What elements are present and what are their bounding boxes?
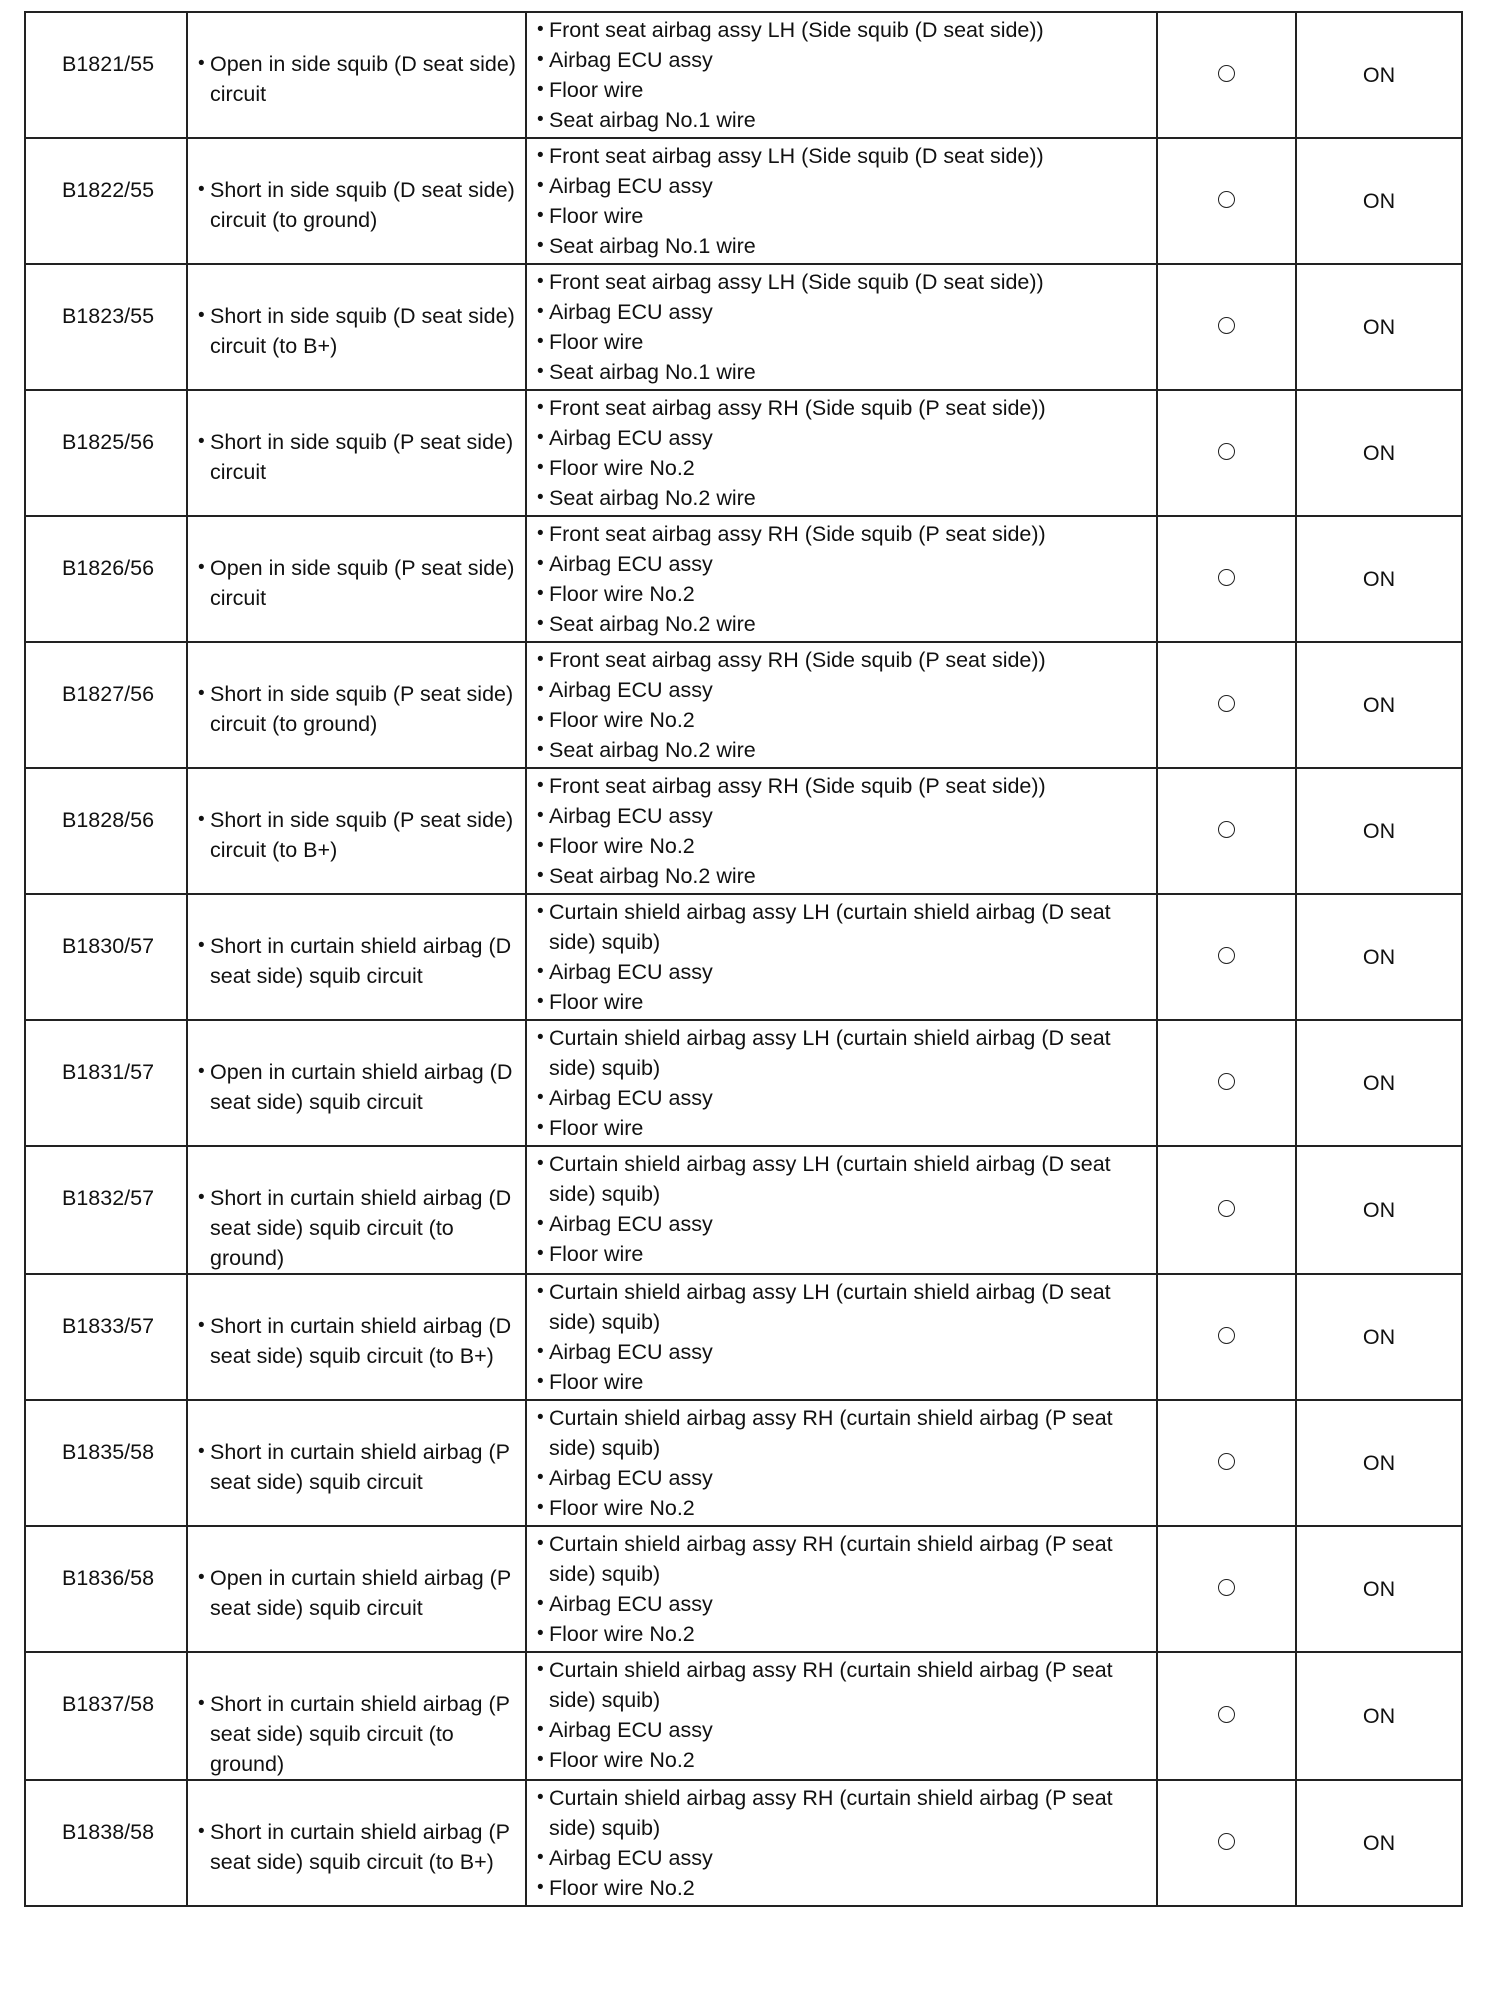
detection-item: • Short in curtain shield airbag (P seat side) squib circuit: [198, 1437, 519, 1497]
table-row: [25, 1146, 1462, 1274]
warning-light-cell: [1296, 138, 1462, 264]
table-row: [25, 516, 1462, 642]
warning-light-status: ON: [1362, 1071, 1396, 1095]
circle-mark-icon: [1218, 1200, 1235, 1217]
table-row: [25, 1526, 1462, 1652]
trouble-area-item: • Floor wire No.2: [537, 1873, 1150, 1903]
warning-light-status: ON: [1362, 1831, 1396, 1855]
dtc-code-cell: [25, 642, 187, 768]
detection-item: • Open in curtain shield airbag (D seat side) squib circuit: [198, 1057, 519, 1117]
dtc-code: B1830/57: [62, 934, 155, 958]
warning-light-cell: [1296, 1526, 1462, 1652]
dtc-code: B1823/55: [62, 304, 155, 328]
dtc-table-body: [25, 12, 1462, 1906]
circle-mark-icon: [1218, 1453, 1235, 1470]
trouble-area-item: • Curtain shield airbag assy LH (curtain shield airbag (D seat side) squib): [537, 1149, 1150, 1209]
trouble-area-item: • Airbag ECU assy: [537, 45, 1150, 75]
warning-light-status: ON: [1362, 315, 1396, 339]
trouble-area-item: • Floor wire No.2: [537, 579, 1150, 609]
dtc-table: [24, 11, 1463, 1907]
trouble-area-cell: [526, 1146, 1157, 1274]
table-row: [25, 1020, 1462, 1146]
trouble-area-item: • Floor wire No.2: [537, 1493, 1150, 1523]
detection-item-cell: [187, 642, 526, 768]
trouble-area-item: • Airbag ECU assy: [537, 675, 1150, 705]
trouble-area-item: • Curtain shield airbag assy LH (curtain shield airbag (D seat side) squib): [537, 1277, 1150, 1337]
trouble-area-item: • Airbag ECU assy: [537, 423, 1150, 453]
dtc-code-cell: [25, 1146, 187, 1274]
trouble-area-item: • Airbag ECU assy: [537, 1715, 1150, 1745]
detection-item: • Short in side squib (P seat side) circuit (to ground): [198, 679, 519, 739]
warning-light-cell: [1296, 1780, 1462, 1906]
warning-light-status: ON: [1362, 189, 1396, 213]
trouble-area-item: • Floor wire: [537, 1367, 1150, 1397]
dtc-code-cell: [25, 1020, 187, 1146]
trouble-area-item: • Floor wire: [537, 987, 1150, 1017]
check-mark-cell: [1157, 390, 1296, 516]
check-mark-cell: [1157, 1400, 1296, 1526]
trouble-area-item: • Curtain shield airbag assy RH (curtain shield airbag (P seat side) squib): [537, 1783, 1150, 1843]
dtc-code: B1827/56: [62, 682, 155, 706]
warning-light-cell: [1296, 516, 1462, 642]
trouble-area-item: • Seat airbag No.2 wire: [537, 861, 1150, 891]
warning-light-status: ON: [1362, 441, 1396, 465]
trouble-area-item: • Airbag ECU assy: [537, 1463, 1150, 1493]
trouble-area-item: • Curtain shield airbag assy RH (curtain shield airbag (P seat side) squib): [537, 1655, 1150, 1715]
dtc-code: B1838/58: [62, 1820, 155, 1844]
trouble-area-item: • Seat airbag No.1 wire: [537, 357, 1150, 387]
dtc-code: B1822/55: [62, 178, 155, 202]
trouble-area-item: • Seat airbag No.2 wire: [537, 735, 1150, 765]
detection-item: • Short in side squib (P seat side) circuit: [198, 427, 519, 487]
trouble-area-item: • Front seat airbag assy RH (Side squib (P seat side)): [537, 771, 1150, 801]
trouble-area-cell: [526, 1780, 1157, 1906]
trouble-area-cell: [526, 1526, 1157, 1652]
check-mark-cell: [1157, 138, 1296, 264]
warning-light-status: ON: [1362, 1451, 1396, 1475]
trouble-area-item: • Airbag ECU assy: [537, 1209, 1150, 1239]
dtc-code: B1835/58: [62, 1440, 155, 1464]
table-row: [25, 1274, 1462, 1400]
check-mark-cell: [1157, 264, 1296, 390]
warning-light-cell: [1296, 390, 1462, 516]
detection-item-cell: [187, 1780, 526, 1906]
circle-mark-icon: [1218, 317, 1235, 334]
trouble-area-item: • Front seat airbag assy RH (Side squib (P seat side)): [537, 393, 1150, 423]
dtc-code: B1828/56: [62, 808, 155, 832]
detection-item: • Open in curtain shield airbag (P seat side) squib circuit: [198, 1563, 519, 1623]
check-mark-cell: [1157, 1274, 1296, 1400]
detection-item-cell: [187, 1146, 526, 1274]
check-mark-cell: [1157, 768, 1296, 894]
detection-item: • Short in curtain shield airbag (D seat side) squib circuit (to B+): [198, 1311, 519, 1371]
dtc-code-cell: [25, 1526, 187, 1652]
trouble-area-item: • Airbag ECU assy: [537, 549, 1150, 579]
warning-light-cell: [1296, 894, 1462, 1020]
table-row: [25, 1652, 1462, 1780]
dtc-code-cell: [25, 894, 187, 1020]
trouble-area-cell: [526, 768, 1157, 894]
dtc-code-cell: [25, 1652, 187, 1780]
trouble-area-cell: [526, 642, 1157, 768]
detection-item: • Short in side squib (P seat side) circuit (to B+): [198, 805, 519, 865]
trouble-area-cell: [526, 264, 1157, 390]
circle-mark-icon: [1218, 569, 1235, 586]
detection-item-cell: [187, 1526, 526, 1652]
circle-mark-icon: [1218, 1073, 1235, 1090]
trouble-area-item: • Airbag ECU assy: [537, 801, 1150, 831]
warning-light-status: ON: [1362, 945, 1396, 969]
circle-mark-icon: [1218, 695, 1235, 712]
check-mark-cell: [1157, 12, 1296, 138]
circle-mark-icon: [1218, 1706, 1235, 1723]
trouble-area-item: • Airbag ECU assy: [537, 1083, 1150, 1113]
circle-mark-icon: [1218, 1833, 1235, 1850]
trouble-area-cell: [526, 516, 1157, 642]
detection-item-cell: [187, 1652, 526, 1780]
trouble-area-item: • Airbag ECU assy: [537, 297, 1150, 327]
trouble-area-item: • Floor wire: [537, 201, 1150, 231]
trouble-area-item: • Floor wire No.2: [537, 453, 1150, 483]
trouble-area-item: • Floor wire: [537, 327, 1150, 357]
detection-item-cell: [187, 516, 526, 642]
warning-light-cell: [1296, 264, 1462, 390]
warning-light-cell: [1296, 768, 1462, 894]
detection-item-cell: [187, 1274, 526, 1400]
trouble-area-item: • Floor wire No.2: [537, 1619, 1150, 1649]
detection-item: • Short in curtain shield airbag (D seat side) squib circuit (to ground): [198, 1183, 519, 1273]
detection-item-cell: [187, 264, 526, 390]
detection-item: • Short in curtain shield airbag (P seat side) squib circuit (to ground): [198, 1689, 519, 1779]
circle-mark-icon: [1218, 1579, 1235, 1596]
check-mark-cell: [1157, 1652, 1296, 1780]
circle-mark-icon: [1218, 1327, 1235, 1344]
dtc-code: B1821/55: [62, 52, 155, 76]
dtc-code: B1825/56: [62, 430, 155, 454]
warning-light-cell: [1296, 1652, 1462, 1780]
detection-item: • Open in side squib (P seat side) circuit: [198, 553, 519, 613]
dtc-code-cell: [25, 516, 187, 642]
trouble-area-cell: [526, 390, 1157, 516]
dtc-code-cell: [25, 264, 187, 390]
check-mark-cell: [1157, 1526, 1296, 1652]
trouble-area-item: • Curtain shield airbag assy RH (curtain shield airbag (P seat side) squib): [537, 1529, 1150, 1589]
check-mark-cell: [1157, 1780, 1296, 1906]
detection-item-cell: [187, 390, 526, 516]
trouble-area-item: • Airbag ECU assy: [537, 1337, 1150, 1367]
warning-light-status: ON: [1362, 567, 1396, 591]
trouble-area-cell: [526, 1400, 1157, 1526]
circle-mark-icon: [1218, 65, 1235, 82]
circle-mark-icon: [1218, 947, 1235, 964]
dtc-code-cell: [25, 12, 187, 138]
warning-light-status: ON: [1362, 1704, 1396, 1728]
circle-mark-icon: [1218, 191, 1235, 208]
trouble-area-cell: [526, 12, 1157, 138]
detection-item-cell: [187, 894, 526, 1020]
dtc-code-cell: [25, 390, 187, 516]
trouble-area-item: • Airbag ECU assy: [537, 957, 1150, 987]
warning-light-status: ON: [1362, 819, 1396, 843]
warning-light-cell: [1296, 642, 1462, 768]
detection-item-cell: [187, 138, 526, 264]
check-mark-cell: [1157, 1020, 1296, 1146]
circle-mark-icon: [1218, 443, 1235, 460]
table-row: [25, 768, 1462, 894]
warning-light-status: ON: [1362, 1198, 1396, 1222]
trouble-area-item: • Front seat airbag assy LH (Side squib (D seat side)): [537, 267, 1150, 297]
trouble-area-item: • Floor wire No.2: [537, 705, 1150, 735]
dtc-code-cell: [25, 138, 187, 264]
trouble-area-item: • Floor wire: [537, 1113, 1150, 1143]
trouble-area-item: • Seat airbag No.2 wire: [537, 609, 1150, 639]
check-mark-cell: [1157, 642, 1296, 768]
warning-light-cell: [1296, 1400, 1462, 1526]
warning-light-status: ON: [1362, 693, 1396, 717]
trouble-area-item: • Floor wire: [537, 1239, 1150, 1269]
trouble-area-cell: [526, 1652, 1157, 1780]
dtc-code-cell: [25, 1274, 187, 1400]
warning-light-cell: [1296, 1146, 1462, 1274]
trouble-area-item: • Airbag ECU assy: [537, 171, 1150, 201]
trouble-area-item: • Front seat airbag assy RH (Side squib (P seat side)): [537, 645, 1150, 675]
trouble-area-item: • Curtain shield airbag assy LH (curtain shield airbag (D seat side) squib): [537, 897, 1150, 957]
trouble-area-item: • Airbag ECU assy: [537, 1843, 1150, 1873]
trouble-area-cell: [526, 1274, 1157, 1400]
detection-item-cell: [187, 1400, 526, 1526]
detection-item-cell: [187, 1020, 526, 1146]
detection-item: • Short in side squib (D seat side) circuit (to ground): [198, 175, 519, 235]
trouble-area-item: • Curtain shield airbag assy RH (curtain shield airbag (P seat side) squib): [537, 1403, 1150, 1463]
dtc-code-cell: [25, 1400, 187, 1526]
dtc-code: B1836/58: [62, 1566, 155, 1590]
trouble-area-item: • Seat airbag No.2 wire: [537, 483, 1150, 513]
check-mark-cell: [1157, 516, 1296, 642]
trouble-area-item: • Floor wire No.2: [537, 831, 1150, 861]
detection-item-cell: [187, 12, 526, 138]
detection-item: • Short in curtain shield airbag (P seat side) squib circuit (to B+): [198, 1817, 519, 1877]
warning-light-cell: [1296, 1020, 1462, 1146]
table-row: [25, 390, 1462, 516]
table-row: [25, 642, 1462, 768]
table-row: [25, 894, 1462, 1020]
table-row: [25, 1780, 1462, 1906]
trouble-area-cell: [526, 1020, 1157, 1146]
trouble-area-cell: [526, 894, 1157, 1020]
trouble-area-item: • Floor wire: [537, 75, 1150, 105]
dtc-code: B1833/57: [62, 1314, 155, 1338]
trouble-area-item: • Curtain shield airbag assy LH (curtain shield airbag (D seat side) squib): [537, 1023, 1150, 1083]
trouble-area-item: • Floor wire No.2: [537, 1745, 1150, 1775]
dtc-code: B1837/58: [62, 1692, 155, 1716]
trouble-area-item: • Airbag ECU assy: [537, 1589, 1150, 1619]
table-row: [25, 1400, 1462, 1526]
trouble-area-item: • Front seat airbag assy LH (Side squib (D seat side)): [537, 15, 1150, 45]
trouble-area-item: • Front seat airbag assy LH (Side squib (D seat side)): [537, 141, 1150, 171]
table-row: [25, 12, 1462, 138]
trouble-area-cell: [526, 138, 1157, 264]
dtc-code-cell: [25, 768, 187, 894]
check-mark-cell: [1157, 1146, 1296, 1274]
dtc-code: B1831/57: [62, 1060, 155, 1084]
check-mark-cell: [1157, 894, 1296, 1020]
table-row: [25, 138, 1462, 264]
detection-item: • Open in side squib (D seat side) circuit: [198, 49, 519, 109]
warning-light-status: ON: [1362, 63, 1396, 87]
detection-item: • Short in side squib (D seat side) circuit (to B+): [198, 301, 519, 361]
circle-mark-icon: [1218, 821, 1235, 838]
table-row: [25, 264, 1462, 390]
detection-item-cell: [187, 768, 526, 894]
warning-light-status: ON: [1362, 1577, 1396, 1601]
trouble-area-item: • Seat airbag No.1 wire: [537, 231, 1150, 261]
dtc-code-cell: [25, 1780, 187, 1906]
warning-light-cell: [1296, 12, 1462, 138]
detection-item: • Short in curtain shield airbag (D seat side) squib circuit: [198, 931, 519, 991]
trouble-area-item: • Front seat airbag assy RH (Side squib (P seat side)): [537, 519, 1150, 549]
dtc-code: B1832/57: [62, 1186, 155, 1210]
dtc-code: B1826/56: [62, 556, 155, 580]
trouble-area-item: • Seat airbag No.1 wire: [537, 105, 1150, 135]
warning-light-status: ON: [1362, 1325, 1396, 1349]
warning-light-cell: [1296, 1274, 1462, 1400]
